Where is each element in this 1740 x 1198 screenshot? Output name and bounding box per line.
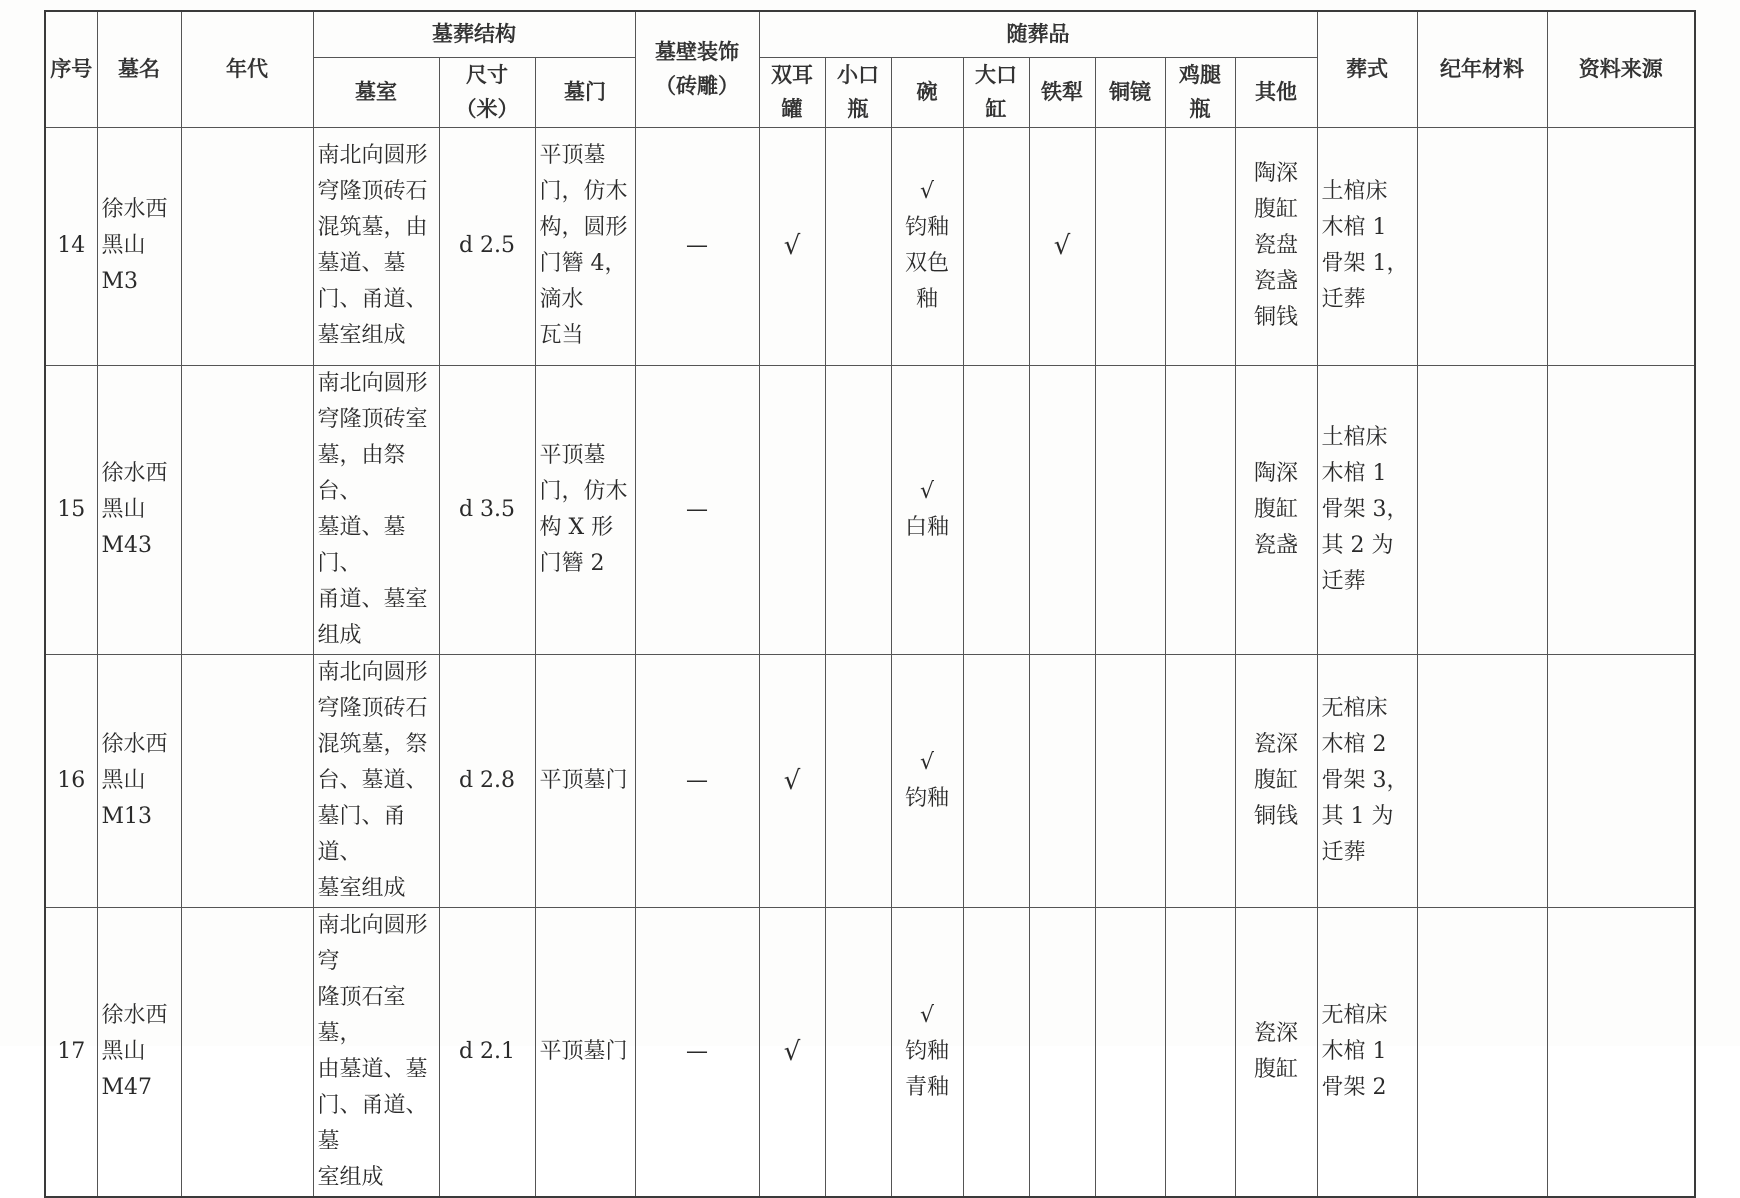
cell-bronze-mirror bbox=[1095, 654, 1165, 907]
cell-small-mouth-vase bbox=[825, 365, 891, 654]
cell-big-mouth-vat bbox=[963, 127, 1029, 365]
cell-seq: 15 bbox=[45, 365, 97, 654]
cell-source bbox=[1547, 365, 1695, 654]
cell-bowl: √ 钧釉 青釉 bbox=[891, 907, 963, 1197]
cell-name: 徐水西 黑山 M3 bbox=[97, 127, 181, 365]
cell-door: 平顶墓门 bbox=[535, 907, 635, 1197]
cell-seq: 16 bbox=[45, 654, 97, 907]
cell-name: 徐水西 黑山 M47 bbox=[97, 907, 181, 1197]
header-era: 年代 bbox=[181, 11, 313, 127]
cell-big-mouth-vat bbox=[963, 907, 1029, 1197]
cell-wall: — bbox=[635, 127, 759, 365]
cell-door: 平顶墓 门，仿木 构 X 形 门簪 2 bbox=[535, 365, 635, 654]
cell-double-ear-jar bbox=[759, 365, 825, 654]
header-goods-group: 随葬品 bbox=[759, 11, 1317, 57]
cell-other: 瓷深 腹缸 bbox=[1235, 907, 1317, 1197]
cell-other: 瓷深 腹缸 铜钱 bbox=[1235, 654, 1317, 907]
cell-door: 平顶墓门 bbox=[535, 654, 635, 907]
cell-bowl: √ 钧釉 bbox=[891, 654, 963, 907]
cell-double-ear-jar: √ bbox=[759, 127, 825, 365]
cell-era bbox=[181, 365, 313, 654]
cell-dated-material bbox=[1417, 654, 1547, 907]
cell-wall: — bbox=[635, 907, 759, 1197]
cell-small-mouth-vase bbox=[825, 127, 891, 365]
cell-wall: — bbox=[635, 365, 759, 654]
cell-bronze-mirror bbox=[1095, 127, 1165, 365]
header-burial: 葬式 bbox=[1317, 11, 1417, 127]
header-small-mouth-vase: 小口 瓶 bbox=[825, 57, 891, 127]
header-other: 其他 bbox=[1235, 57, 1317, 127]
header-name: 墓名 bbox=[97, 11, 181, 127]
cell-big-mouth-vat bbox=[963, 654, 1029, 907]
cell-dated-material bbox=[1417, 365, 1547, 654]
header-double-ear-jar: 双耳 罐 bbox=[759, 57, 825, 127]
cell-iron-plow bbox=[1029, 654, 1095, 907]
cell-era bbox=[181, 654, 313, 907]
cell-other: 陶深 腹缸 瓷盘 瓷盏 铜钱 bbox=[1235, 127, 1317, 365]
header-chamber: 墓室 bbox=[313, 57, 439, 127]
cell-wall: — bbox=[635, 654, 759, 907]
cell-size: d 2.8 bbox=[439, 654, 535, 907]
cell-double-ear-jar: √ bbox=[759, 654, 825, 907]
tomb-table bbox=[44, 10, 1696, 1198]
cell-size: d 2.5 bbox=[439, 127, 535, 365]
header-seq: 序号 bbox=[45, 11, 97, 127]
header-structure-group: 墓葬结构 bbox=[313, 11, 635, 57]
header-big-mouth-vat: 大口 缸 bbox=[963, 57, 1029, 127]
cell-iron-plow: √ bbox=[1029, 127, 1095, 365]
header-bronze-mirror: 铜镜 bbox=[1095, 57, 1165, 127]
cell-small-mouth-vase bbox=[825, 907, 891, 1197]
cell-burial: 无棺床 木棺 2 骨架 3， 其 1 为 迁葬 bbox=[1317, 654, 1417, 907]
cell-bowl: √ 钧釉 双色釉 bbox=[891, 127, 963, 365]
table-row bbox=[45, 654, 1695, 907]
cell-small-mouth-vase bbox=[825, 654, 891, 907]
cell-chamber: 南北向圆形 穹隆顶砖石 混筑墓，由 墓道、墓 门、甬道、 墓室组成 bbox=[313, 127, 439, 365]
cell-bowl: √ 白釉 bbox=[891, 365, 963, 654]
cell-burial: 土棺床 木棺 1 骨架 1， 迁葬 bbox=[1317, 127, 1417, 365]
cell-chicken-leg-vase bbox=[1165, 365, 1235, 654]
cell-door: 平顶墓 门，仿木 构，圆形 门簪 4， 滴水 瓦当 bbox=[535, 127, 635, 365]
cell-source bbox=[1547, 127, 1695, 365]
cell-chamber: 南北向圆形 穹隆顶砖石 混筑墓，祭 台、墓道、 墓门、甬道、 墓室组成 bbox=[313, 654, 439, 907]
cell-chicken-leg-vase bbox=[1165, 654, 1235, 907]
header-dated-material: 纪年材料 bbox=[1417, 11, 1547, 127]
cell-size: d 2.1 bbox=[439, 907, 535, 1197]
table-body bbox=[45, 127, 1695, 1197]
cell-dated-material bbox=[1417, 907, 1547, 1197]
cell-bronze-mirror bbox=[1095, 365, 1165, 654]
cell-iron-plow bbox=[1029, 907, 1095, 1197]
cell-dated-material bbox=[1417, 127, 1547, 365]
cell-name: 徐水西 黑山 M43 bbox=[97, 365, 181, 654]
cell-size: d 3.5 bbox=[439, 365, 535, 654]
table-row bbox=[45, 365, 1695, 654]
header-wall-decoration: 墓壁装饰 （砖雕） bbox=[635, 11, 759, 127]
cell-double-ear-jar: √ bbox=[759, 907, 825, 1197]
cell-source bbox=[1547, 654, 1695, 907]
cell-seq: 14 bbox=[45, 127, 97, 365]
header-size: 尺寸 （米） bbox=[439, 57, 535, 127]
cell-burial: 土棺床 木棺 1 骨架 3， 其 2 为 迁葬 bbox=[1317, 365, 1417, 654]
cell-era bbox=[181, 907, 313, 1197]
cell-chamber: 南北向圆形穹 隆顶石室墓， 由墓道、墓 门、甬道、墓 室组成 bbox=[313, 907, 439, 1197]
cell-iron-plow bbox=[1029, 365, 1095, 654]
table-header bbox=[45, 11, 1695, 127]
cell-era bbox=[181, 127, 313, 365]
cell-other: 陶深 腹缸 瓷盏 bbox=[1235, 365, 1317, 654]
cell-chamber: 南北向圆形 穹隆顶砖室 墓，由祭台、 墓道、墓门、 甬道、墓室 组成 bbox=[313, 365, 439, 654]
cell-name: 徐水西 黑山 M13 bbox=[97, 654, 181, 907]
header-bowl: 碗 bbox=[891, 57, 963, 127]
table-row bbox=[45, 127, 1695, 365]
header-iron-plow: 铁犁 bbox=[1029, 57, 1095, 127]
table-row bbox=[45, 907, 1695, 1197]
header-chicken-leg-vase: 鸡腿 瓶 bbox=[1165, 57, 1235, 127]
cell-bronze-mirror bbox=[1095, 907, 1165, 1197]
cell-source bbox=[1547, 907, 1695, 1197]
cell-seq: 17 bbox=[45, 907, 97, 1197]
header-source: 资料来源 bbox=[1547, 11, 1695, 127]
header-door: 墓门 bbox=[535, 57, 635, 127]
cell-chicken-leg-vase bbox=[1165, 127, 1235, 365]
cell-chicken-leg-vase bbox=[1165, 907, 1235, 1197]
cell-big-mouth-vat bbox=[963, 365, 1029, 654]
cell-burial: 无棺床 木棺 1 骨架 2 bbox=[1317, 907, 1417, 1197]
